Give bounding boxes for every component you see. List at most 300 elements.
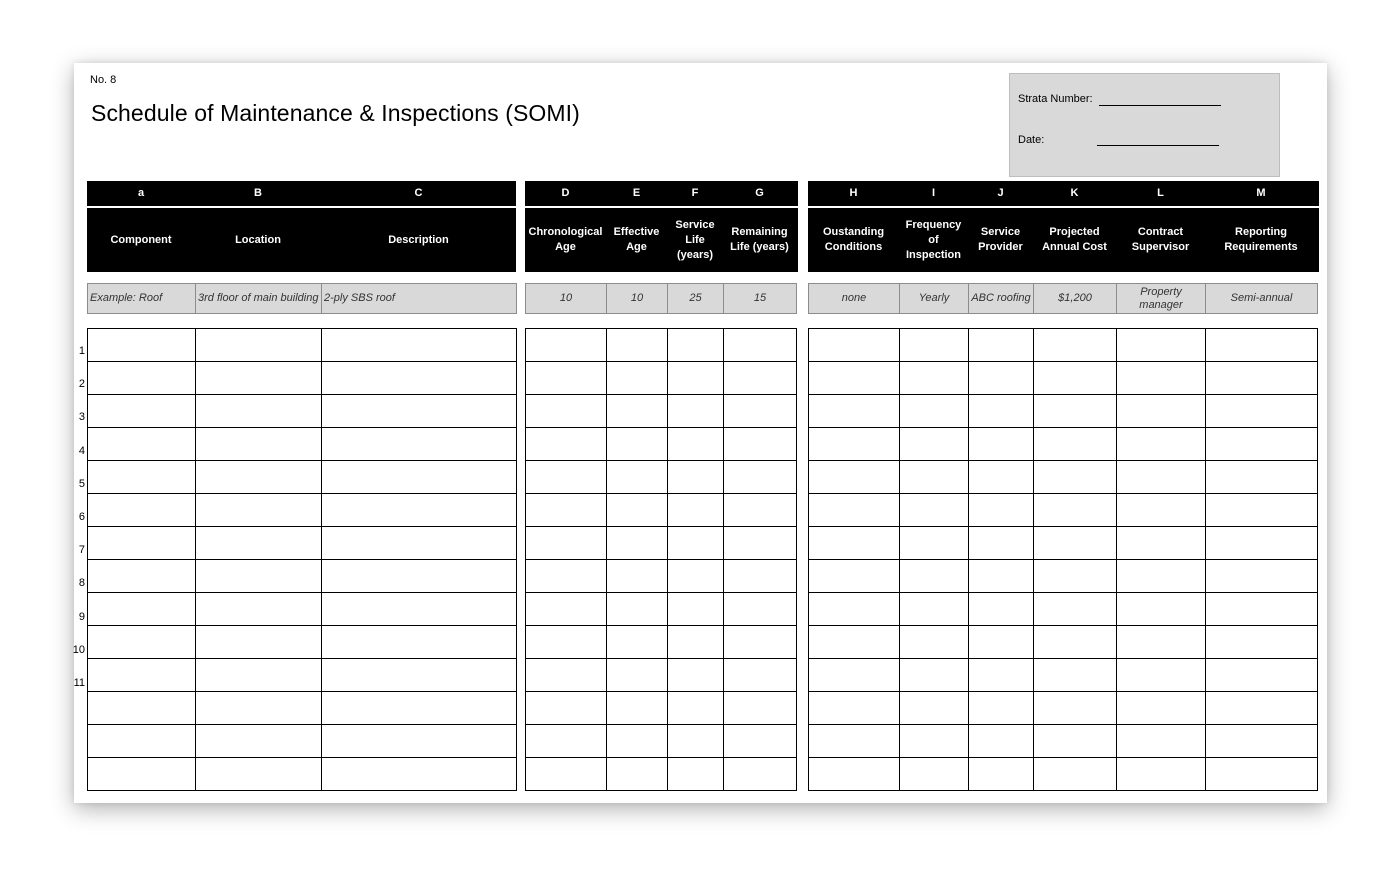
entry-cell[interactable] xyxy=(607,758,668,791)
table-row xyxy=(88,725,517,758)
row-number: 6 xyxy=(78,511,85,523)
table-row xyxy=(526,461,797,494)
table-row xyxy=(526,692,797,725)
table-row xyxy=(88,362,517,395)
entry-cell[interactable] xyxy=(88,758,196,791)
entry-cell[interactable] xyxy=(724,329,797,362)
entry-cell[interactable] xyxy=(1117,593,1206,626)
column-letter: I xyxy=(931,187,936,199)
entry-cell[interactable] xyxy=(1206,461,1318,494)
example-row xyxy=(88,284,517,314)
entry-cell[interactable] xyxy=(900,758,969,791)
row-number: 2 xyxy=(78,378,85,391)
entry-cell[interactable] xyxy=(668,725,724,758)
entry-cell[interactable] xyxy=(969,494,1034,527)
entry-cell[interactable] xyxy=(1206,428,1318,461)
entry-cell[interactable] xyxy=(1206,692,1318,725)
entry-cell[interactable] xyxy=(1117,659,1206,692)
entry-cell[interactable] xyxy=(724,593,797,626)
entry-cell[interactable] xyxy=(969,692,1034,725)
column-letter: D xyxy=(561,187,570,199)
column-letter: G xyxy=(755,187,764,199)
column-header: Projected Annual Cost xyxy=(1042,226,1107,253)
entry-cell[interactable] xyxy=(809,626,900,659)
column-header: Effective Age xyxy=(613,226,660,253)
strata-number-label: Strata Number: xyxy=(1018,93,1093,105)
entry-cell[interactable] xyxy=(668,692,724,725)
date-label: Date: xyxy=(1018,134,1045,146)
example-cell: ABC roofing xyxy=(969,284,1034,314)
table-row xyxy=(526,362,797,395)
entry-cell[interactable] xyxy=(322,329,517,362)
table-row xyxy=(526,329,797,362)
table-row xyxy=(88,494,517,527)
entry-cell[interactable] xyxy=(322,758,517,791)
example-cell: 10 xyxy=(607,284,668,314)
entry-cell[interactable] xyxy=(668,395,724,428)
entry-cell[interactable] xyxy=(668,659,724,692)
entry-cell[interactable] xyxy=(969,560,1034,593)
entry-cell[interactable] xyxy=(969,428,1034,461)
column-letter: E xyxy=(632,187,641,199)
entry-cell[interactable] xyxy=(1117,428,1206,461)
entry-cell[interactable] xyxy=(900,560,969,593)
entry-cell[interactable] xyxy=(969,725,1034,758)
entry-cell[interactable] xyxy=(88,725,196,758)
entry-cell[interactable] xyxy=(900,461,969,494)
entry-cell[interactable] xyxy=(88,626,196,659)
table-row xyxy=(88,395,517,428)
entry-cell[interactable] xyxy=(607,395,668,428)
entry-cell[interactable] xyxy=(809,494,900,527)
table-row xyxy=(809,659,1318,692)
entry-cell[interactable] xyxy=(607,494,668,527)
entry-cell[interactable] xyxy=(1117,362,1206,395)
entry-cell[interactable] xyxy=(1117,494,1206,527)
column-letter: K xyxy=(1070,187,1079,199)
example-cell: 10 xyxy=(526,284,607,314)
entry-cell[interactable] xyxy=(88,362,196,395)
entry-cell[interactable] xyxy=(196,362,322,395)
table-row xyxy=(809,593,1318,626)
table-row xyxy=(526,593,797,626)
example-cell: 15 xyxy=(724,284,797,314)
entry-cell[interactable] xyxy=(1117,461,1206,494)
table-row xyxy=(88,692,517,725)
entry-cell[interactable] xyxy=(607,461,668,494)
entry-cell[interactable] xyxy=(1034,725,1117,758)
entry-cell[interactable] xyxy=(809,692,900,725)
example-row xyxy=(526,284,797,314)
entry-cell[interactable] xyxy=(969,659,1034,692)
row-number: 9 xyxy=(78,610,85,623)
entry-cell[interactable] xyxy=(607,659,668,692)
entry-cell[interactable] xyxy=(322,692,517,725)
entry-cell[interactable] xyxy=(1206,758,1318,791)
column-letter: M xyxy=(1256,187,1266,199)
section-component xyxy=(87,181,516,304)
column-letter-row xyxy=(808,181,1319,206)
table-row xyxy=(809,560,1318,593)
entry-cell[interactable] xyxy=(88,659,196,692)
table-row xyxy=(809,395,1318,428)
entry-cell[interactable] xyxy=(668,626,724,659)
entry-cell[interactable] xyxy=(809,461,900,494)
entry-cell[interactable] xyxy=(900,593,969,626)
entry-cell[interactable] xyxy=(668,362,724,395)
entry-cell[interactable] xyxy=(1206,626,1318,659)
entry-cell[interactable] xyxy=(526,725,607,758)
table-row xyxy=(526,725,797,758)
column-letter: F xyxy=(691,187,699,199)
entry-cell[interactable] xyxy=(969,461,1034,494)
column-letter: B xyxy=(254,187,262,199)
entry-cell[interactable] xyxy=(809,428,900,461)
table-row xyxy=(88,329,517,362)
table-row xyxy=(88,758,517,791)
entry-cell[interactable] xyxy=(969,362,1034,395)
entry-cell[interactable] xyxy=(322,626,517,659)
entry-cell[interactable] xyxy=(607,593,668,626)
entry-cell[interactable] xyxy=(526,329,607,362)
entry-cell[interactable] xyxy=(724,758,797,791)
column-header: Service Life (years) xyxy=(675,218,715,261)
table-row xyxy=(809,758,1318,791)
column-header: Remaining Life (years) xyxy=(730,226,789,253)
entry-cell[interactable] xyxy=(900,659,969,692)
entry-cell[interactable] xyxy=(809,659,900,692)
example-row-table xyxy=(87,283,517,314)
entry-cell[interactable] xyxy=(1206,560,1318,593)
entry-cell[interactable] xyxy=(1034,461,1117,494)
entry-cell[interactable] xyxy=(1206,494,1318,527)
entry-cell[interactable] xyxy=(1206,527,1318,560)
entry-cell[interactable] xyxy=(724,659,797,692)
column-header-row xyxy=(808,208,1319,272)
entry-cell[interactable] xyxy=(196,461,322,494)
column-letter-row xyxy=(87,181,516,206)
entry-cell[interactable] xyxy=(724,725,797,758)
entry-cell[interactable] xyxy=(526,362,607,395)
entry-cell[interactable] xyxy=(526,494,607,527)
entry-cell[interactable] xyxy=(526,428,607,461)
row-number: 4 xyxy=(78,444,85,457)
entry-cell[interactable] xyxy=(1034,758,1117,791)
entry-cell[interactable] xyxy=(607,329,668,362)
entry-cell[interactable] xyxy=(809,362,900,395)
entry-grid xyxy=(87,328,517,791)
column-header: Component xyxy=(110,233,172,246)
entry-cell[interactable] xyxy=(900,494,969,527)
entry-cell[interactable] xyxy=(526,626,607,659)
example-cell: Example: Roof xyxy=(88,284,196,314)
entry-cell[interactable] xyxy=(88,692,196,725)
entry-cell[interactable] xyxy=(88,428,196,461)
entry-cell[interactable] xyxy=(322,494,517,527)
entry-cell[interactable] xyxy=(724,494,797,527)
entry-cell[interactable] xyxy=(724,362,797,395)
example-row-table xyxy=(525,283,797,314)
entry-cell[interactable] xyxy=(526,461,607,494)
entry-cell[interactable] xyxy=(1034,593,1117,626)
table-row xyxy=(809,329,1318,362)
entry-cell[interactable] xyxy=(322,659,517,692)
entry-cell[interactable] xyxy=(88,593,196,626)
table-row xyxy=(809,362,1318,395)
example-cell: $1,200 xyxy=(1034,284,1117,314)
table-row xyxy=(88,527,517,560)
table-row xyxy=(88,593,517,626)
entry-cell[interactable] xyxy=(196,692,322,725)
entry-cell[interactable] xyxy=(1117,626,1206,659)
column-header: Frequency of Inspection xyxy=(905,218,962,261)
entry-cell[interactable] xyxy=(1034,395,1117,428)
entry-cell[interactable] xyxy=(668,428,724,461)
entry-cell[interactable] xyxy=(526,395,607,428)
table-row xyxy=(526,428,797,461)
section-life-cycle xyxy=(525,181,798,304)
entry-cell[interactable] xyxy=(196,395,322,428)
form-title: Schedule of Maintenance & Inspections (SOMI) xyxy=(91,100,580,126)
entry-cell[interactable] xyxy=(1034,362,1117,395)
entry-cell[interactable] xyxy=(526,758,607,791)
entry-cell[interactable] xyxy=(607,527,668,560)
entry-cell[interactable] xyxy=(88,395,196,428)
table-row xyxy=(88,659,517,692)
entry-cell[interactable] xyxy=(900,362,969,395)
entry-cell[interactable] xyxy=(1117,725,1206,758)
row-number: 7 xyxy=(78,544,85,557)
entry-cell[interactable] xyxy=(809,329,900,362)
entry-cell[interactable] xyxy=(1206,593,1318,626)
example-row-table xyxy=(808,283,1318,314)
row-number: 5 xyxy=(78,477,85,490)
entry-cell[interactable] xyxy=(668,758,724,791)
entry-cell[interactable] xyxy=(196,659,322,692)
entry-cell[interactable] xyxy=(1034,494,1117,527)
strata-info-box xyxy=(1009,73,1280,177)
entry-cell[interactable] xyxy=(724,692,797,725)
entry-cell[interactable] xyxy=(1034,692,1117,725)
entry-cell[interactable] xyxy=(322,593,517,626)
entry-cell[interactable] xyxy=(668,461,724,494)
entry-cell[interactable] xyxy=(1117,527,1206,560)
entry-cell[interactable] xyxy=(88,461,196,494)
column-letter: L xyxy=(1157,187,1164,199)
entry-cell[interactable] xyxy=(900,527,969,560)
table-row xyxy=(526,659,797,692)
entry-cell[interactable] xyxy=(322,725,517,758)
column-letter-row xyxy=(525,181,798,206)
table-row xyxy=(809,461,1318,494)
column-header: Oustanding Conditions xyxy=(822,226,885,253)
entry-cell[interactable] xyxy=(322,560,517,593)
entry-cell[interactable] xyxy=(809,725,900,758)
entry-cell[interactable] xyxy=(1034,560,1117,593)
strata-number-field[interactable] xyxy=(1099,105,1221,106)
entry-cell[interactable] xyxy=(1206,659,1318,692)
entry-grid xyxy=(808,328,1318,791)
table-row xyxy=(809,692,1318,725)
column-header: Reporting Requirements xyxy=(1224,226,1298,253)
entry-cell[interactable] xyxy=(668,329,724,362)
entry-cell[interactable] xyxy=(1034,626,1117,659)
entry-cell[interactable] xyxy=(526,593,607,626)
entry-cell[interactable] xyxy=(322,428,517,461)
table-row xyxy=(809,527,1318,560)
entry-cell[interactable] xyxy=(724,461,797,494)
entry-cell[interactable] xyxy=(607,560,668,593)
entry-cell[interactable] xyxy=(607,362,668,395)
entry-cell[interactable] xyxy=(322,362,517,395)
entry-cell[interactable] xyxy=(809,758,900,791)
example-row xyxy=(809,284,1318,314)
document-number: No. 8 xyxy=(90,74,117,86)
entry-cell[interactable] xyxy=(196,593,322,626)
entry-cell[interactable] xyxy=(196,527,322,560)
row-number: 8 xyxy=(78,577,85,590)
row-number: 11 xyxy=(73,677,85,689)
entry-cell[interactable] xyxy=(809,395,900,428)
column-header: Service Provider xyxy=(978,226,1023,253)
table-row xyxy=(88,428,517,461)
entry-grid xyxy=(525,328,797,791)
entry-cell[interactable] xyxy=(668,494,724,527)
entry-cell[interactable] xyxy=(607,428,668,461)
entry-cell[interactable] xyxy=(1206,725,1318,758)
entry-cell[interactable] xyxy=(1117,692,1206,725)
entry-cell[interactable] xyxy=(526,692,607,725)
entry-cell[interactable] xyxy=(900,692,969,725)
entry-cell[interactable] xyxy=(1206,362,1318,395)
entry-cell[interactable] xyxy=(668,593,724,626)
entry-cell[interactable] xyxy=(607,725,668,758)
entry-cell[interactable] xyxy=(322,527,517,560)
entry-cell[interactable] xyxy=(809,593,900,626)
example-cell: Semi-annual xyxy=(1206,284,1318,314)
entry-cell[interactable] xyxy=(900,626,969,659)
entry-cell[interactable] xyxy=(607,692,668,725)
example-cell: none xyxy=(809,284,900,314)
entry-cell[interactable] xyxy=(196,626,322,659)
table-row xyxy=(526,758,797,791)
entry-cell[interactable] xyxy=(1034,329,1117,362)
entry-cell[interactable] xyxy=(724,527,797,560)
entry-cell[interactable] xyxy=(900,428,969,461)
entry-cell[interactable] xyxy=(1117,560,1206,593)
entry-cell[interactable] xyxy=(724,395,797,428)
table-row xyxy=(809,428,1318,461)
entry-cell[interactable] xyxy=(526,527,607,560)
row-number: 3 xyxy=(78,411,85,424)
entry-cell[interactable] xyxy=(196,560,322,593)
entry-cell[interactable] xyxy=(88,329,196,362)
table-row xyxy=(88,461,517,494)
column-header-row xyxy=(87,208,516,272)
entry-cell[interactable] xyxy=(1206,395,1318,428)
column-header: Location xyxy=(235,233,281,246)
entry-cell[interactable] xyxy=(1206,329,1318,362)
entry-cell[interactable] xyxy=(809,527,900,560)
entry-cell[interactable] xyxy=(196,494,322,527)
entry-cell[interactable] xyxy=(969,593,1034,626)
entry-cell[interactable] xyxy=(322,461,517,494)
row-number: 1 xyxy=(78,345,85,357)
column-letter: J xyxy=(997,187,1004,199)
table-row xyxy=(526,494,797,527)
entry-cell[interactable] xyxy=(196,428,322,461)
column-header: Description xyxy=(388,233,449,246)
column-header: Chronological Age xyxy=(528,226,603,253)
entry-cell[interactable] xyxy=(88,494,196,527)
entry-cell[interactable] xyxy=(88,560,196,593)
entry-cell[interactable] xyxy=(969,527,1034,560)
entry-cell[interactable] xyxy=(668,527,724,560)
entry-cell[interactable] xyxy=(88,527,196,560)
entry-cell[interactable] xyxy=(809,560,900,593)
date-field[interactable] xyxy=(1097,145,1219,146)
entry-cell[interactable] xyxy=(900,725,969,758)
entry-cell[interactable] xyxy=(526,560,607,593)
table-row xyxy=(526,395,797,428)
table-row xyxy=(526,527,797,560)
row-number: 10 xyxy=(72,643,85,656)
example-cell: 3rd floor of main building xyxy=(196,284,322,314)
table-row xyxy=(88,626,517,659)
entry-cell[interactable] xyxy=(969,329,1034,362)
entry-cell[interactable] xyxy=(900,329,969,362)
column-letter: a xyxy=(137,187,145,199)
entry-cell[interactable] xyxy=(1117,329,1206,362)
entry-cell[interactable] xyxy=(322,395,517,428)
entry-cell[interactable] xyxy=(724,560,797,593)
example-cell: 25 xyxy=(668,284,724,314)
entry-cell[interactable] xyxy=(1034,527,1117,560)
example-cell: Property manager xyxy=(1117,284,1206,314)
column-letter: H xyxy=(849,187,858,199)
entry-cell[interactable] xyxy=(724,626,797,659)
table-row xyxy=(526,626,797,659)
column-header-row xyxy=(525,208,798,272)
column-header: Contract Supervisor xyxy=(1131,226,1190,253)
entry-cell[interactable] xyxy=(196,329,322,362)
entry-cell[interactable] xyxy=(607,626,668,659)
entry-cell[interactable] xyxy=(724,428,797,461)
entry-cell[interactable] xyxy=(526,659,607,692)
entry-cell[interactable] xyxy=(196,758,322,791)
column-letter: C xyxy=(414,187,423,199)
example-cell: Yearly xyxy=(900,284,969,314)
entry-cell[interactable] xyxy=(196,725,322,758)
table-row xyxy=(809,725,1318,758)
entry-cell[interactable] xyxy=(969,626,1034,659)
entry-cell[interactable] xyxy=(1117,758,1206,791)
table-row xyxy=(809,626,1318,659)
form-sheet xyxy=(74,63,1327,803)
entry-cell[interactable] xyxy=(900,395,969,428)
entry-cell[interactable] xyxy=(1034,659,1117,692)
table-row xyxy=(88,560,517,593)
entry-cell[interactable] xyxy=(668,560,724,593)
example-cell: 2-ply SBS roof xyxy=(322,284,517,314)
entry-cell[interactable] xyxy=(1034,428,1117,461)
table-row xyxy=(526,560,797,593)
section-maintenance xyxy=(808,181,1319,311)
entry-cell[interactable] xyxy=(969,395,1034,428)
table-row xyxy=(809,494,1318,527)
entry-cell[interactable] xyxy=(969,758,1034,791)
entry-cell[interactable] xyxy=(1117,395,1206,428)
